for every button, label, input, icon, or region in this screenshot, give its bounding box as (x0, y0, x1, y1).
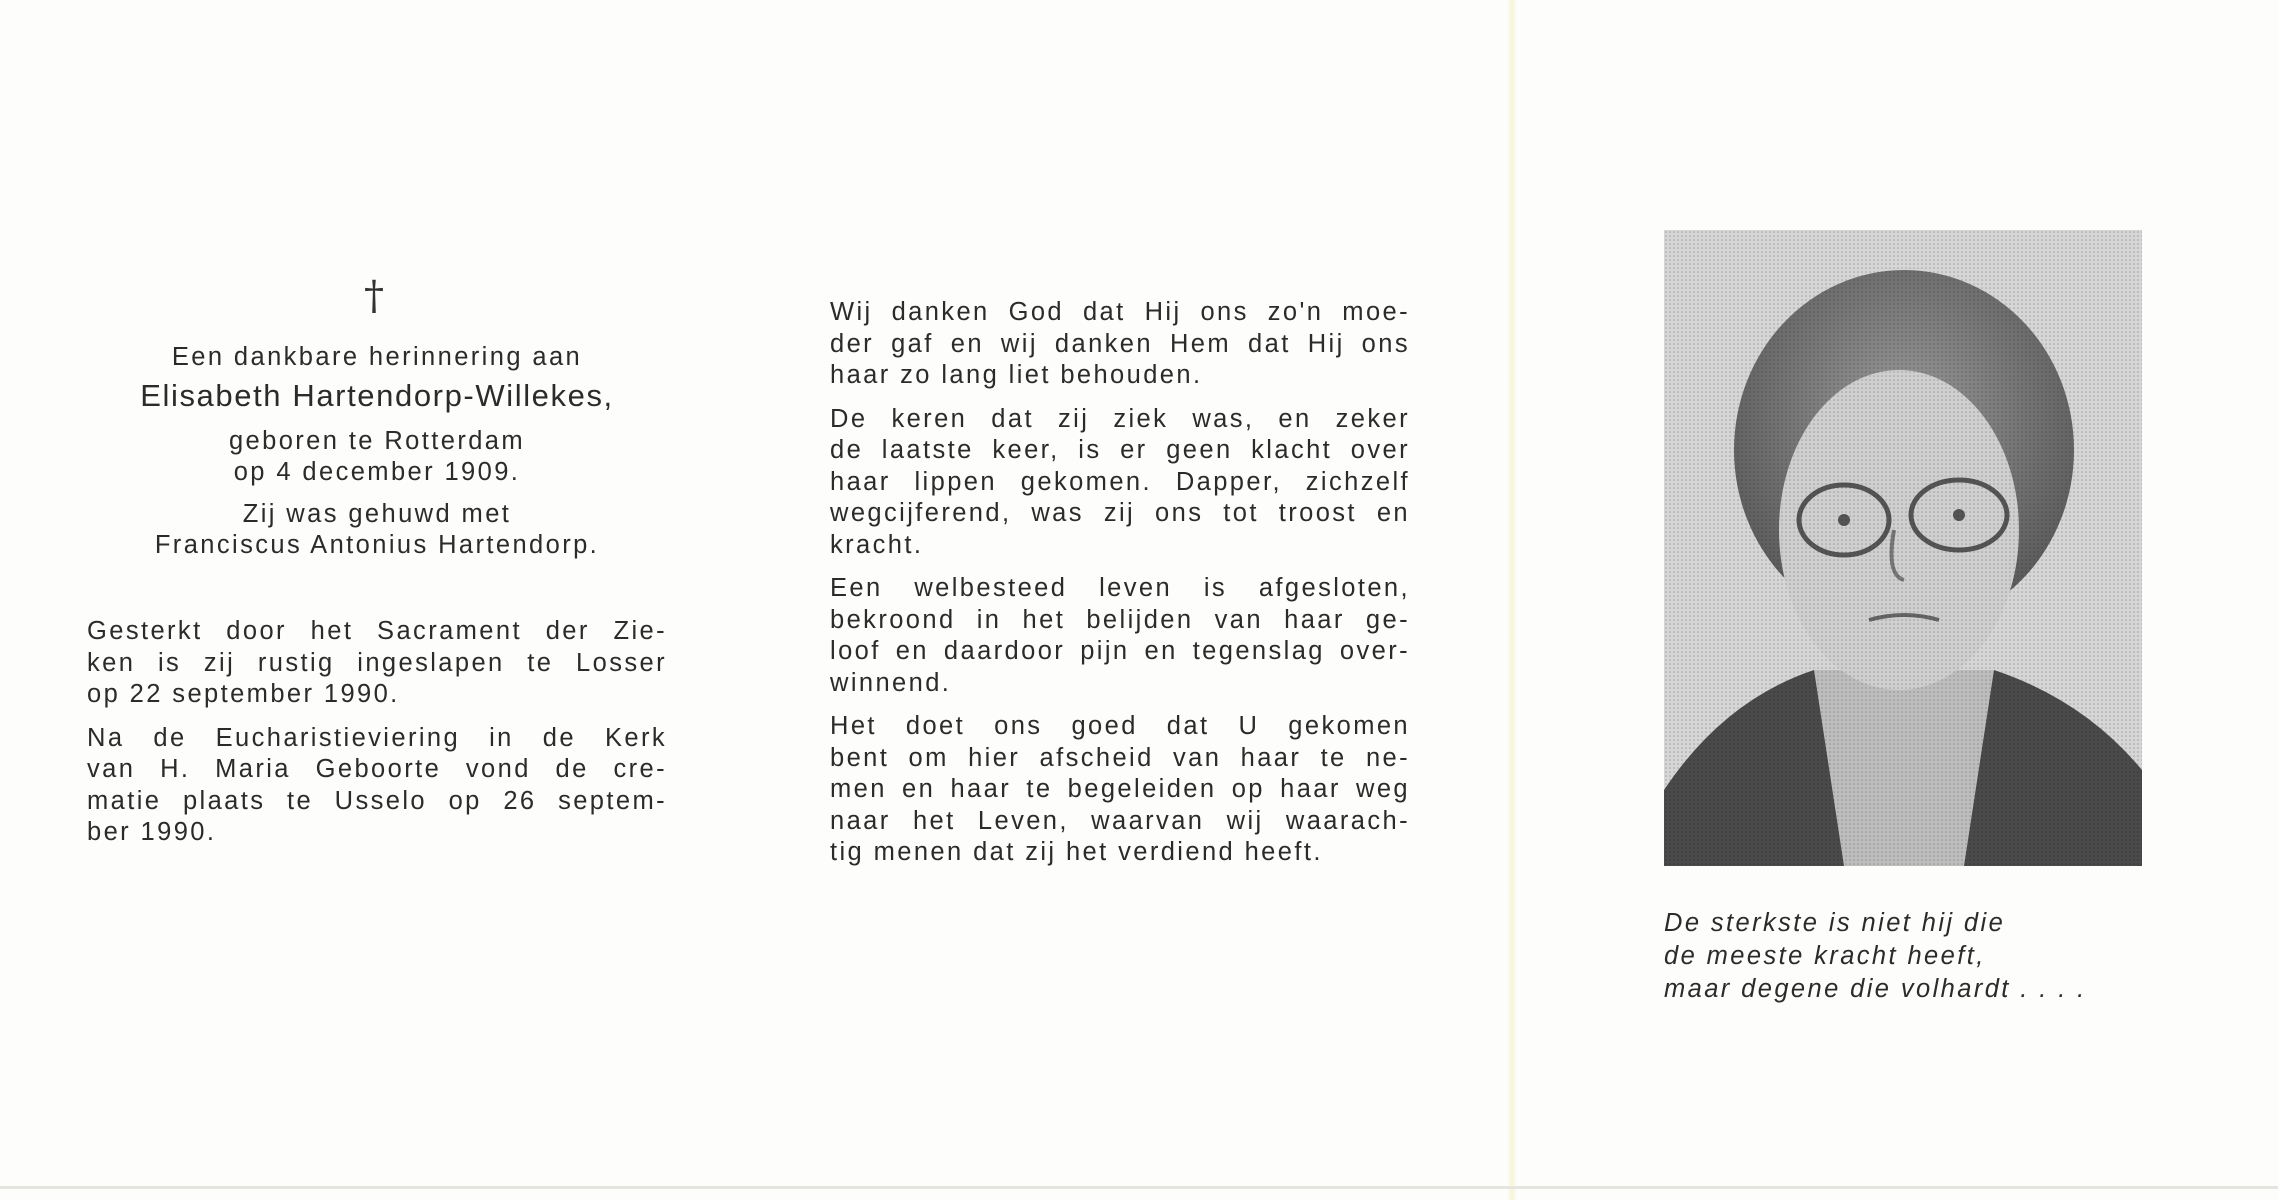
text-line: naar het Leven, waarvan wij waarach- (830, 806, 1410, 835)
text-line: van H. Maria Geboorte vond de cre- (87, 755, 667, 783)
deceased-name: Elisabeth Hartendorp-Willekes, (140, 377, 614, 413)
text-line: bent om hier afscheid van haar te ne- (830, 743, 1410, 772)
paragraph (830, 711, 1410, 869)
text-line: ber 1990. (87, 818, 217, 846)
text-line: tig menen dat zij het verdiend heeft. (830, 838, 1323, 866)
text-line: der gaf en wij danken Hem dat Hij ons (830, 329, 1410, 358)
text-line: ken is zij rustig ingeslapen te Losser (87, 648, 667, 677)
spouse-name: Franciscus Antonius Hartendorp. (154, 531, 600, 559)
text-line: Wij danken God dat Hij ons zo'n moe- (830, 298, 1410, 326)
text-line: de laatste keer, is er geen klacht over (830, 436, 1410, 464)
quote (1664, 907, 2087, 1006)
text-line: kracht. (830, 530, 924, 559)
portrait-photo (1664, 230, 2142, 866)
quote-line: de meeste kracht heeft, (1664, 942, 1986, 970)
birth-date: op 4 december 1909. (233, 458, 521, 486)
text-line: winnend. (830, 668, 952, 697)
birth-place: geboren te Rotterdam (228, 426, 526, 455)
married-line: Zij was gehuwd met (242, 499, 512, 528)
left-paragraphs (87, 616, 667, 861)
text-line: bekroond in het belijden van haar ge- (830, 605, 1410, 634)
text-line: haar zo lang liet behouden. (830, 361, 1203, 389)
card-bottom-edge (0, 1186, 2278, 1189)
text-line: matie plaats te Usselo op 26 septem- (87, 786, 667, 815)
paragraph (87, 723, 667, 849)
text-line: loof en daardoor pijn en tegenslag over- (830, 637, 1410, 665)
middle-paragraphs (830, 297, 1410, 881)
paragraph (830, 573, 1410, 699)
text-line: men en haar te begeleiden op haar weg (830, 775, 1410, 803)
text-line: Na de Eucharistieviering in de Kerk (87, 723, 667, 752)
text-line: Een welbesteed leven is afgesloten, (830, 574, 1410, 602)
text-line: wegcijferend, was zij ons tot troost en (830, 499, 1410, 527)
text-line: op 22 september 1990. (87, 680, 400, 708)
paragraph (830, 404, 1410, 562)
text-line: Gesterkt door het Sacrament der Zie- (87, 617, 667, 645)
paragraph (87, 616, 667, 711)
intro-block (70, 342, 684, 562)
card-fold (1508, 0, 1516, 1200)
paragraph (830, 297, 1410, 392)
intro-line: Een dankbare herinnering aan (171, 343, 583, 371)
text-line: De keren dat zij ziek was, en zeker (830, 404, 1410, 433)
quote-line: De sterkste is niet hij die (1664, 909, 2006, 937)
text-line: Het doet ons goed dat U gekomen (830, 712, 1410, 740)
cross-icon: † (364, 273, 384, 319)
text-line: haar lippen gekomen. Dapper, zichzelf (830, 467, 1410, 496)
quote-line: maar degene die volhardt . . . . (1664, 975, 2087, 1003)
